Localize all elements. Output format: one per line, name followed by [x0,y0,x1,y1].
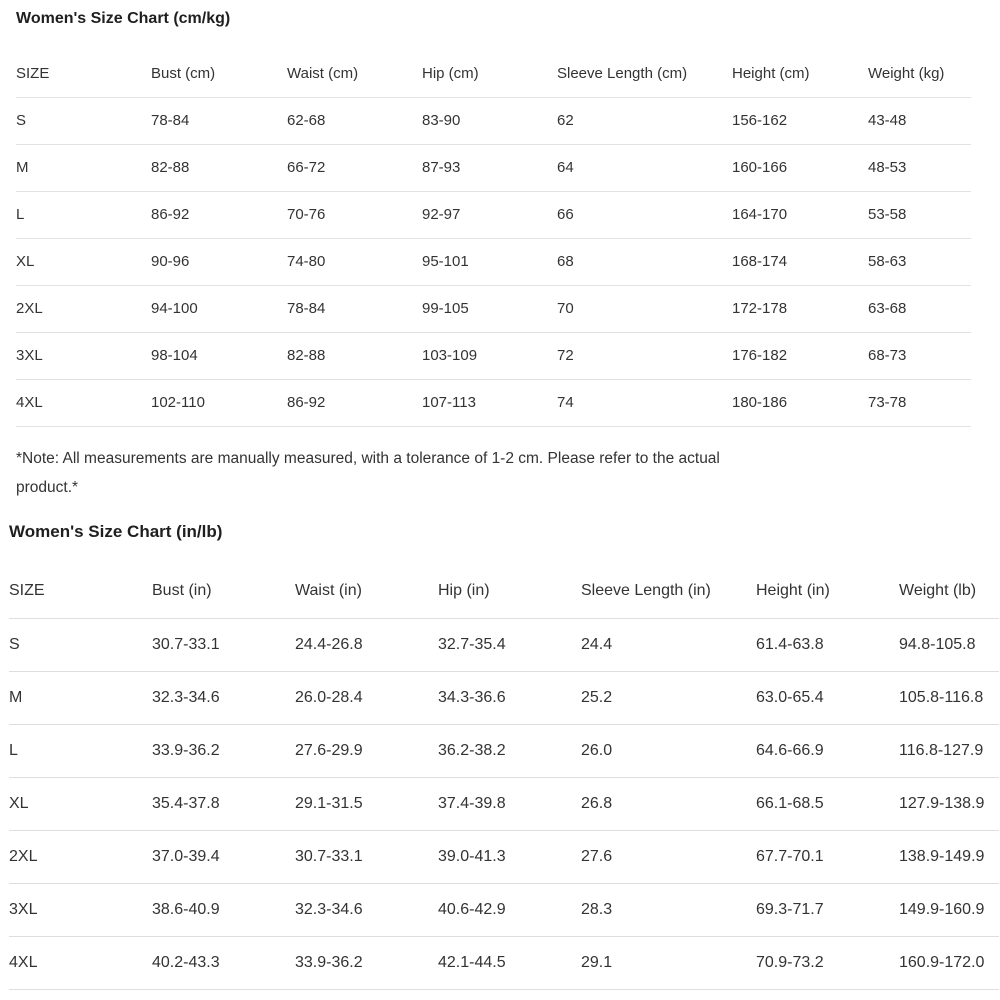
table-cell: 160.9-172.0 [899,936,999,989]
table-cell: 63-68 [868,285,971,332]
table-cell: 78-84 [151,97,287,144]
table-cell: 180-186 [732,379,868,426]
column-header-weight: Weight (lb) [899,565,999,618]
table-cell: 69.3-71.7 [756,883,899,936]
table-row [9,671,999,724]
table-cell: 127.9-138.9 [899,777,999,830]
table-row [9,883,999,936]
table-row [16,144,971,191]
table-cell: 73-78 [868,379,971,426]
table-cell: 32.3-34.6 [152,671,295,724]
table-cell: L [9,724,152,777]
table-cell: XL [9,777,152,830]
table-cell: 3XL [9,883,152,936]
size-chart-cm-title: Women's Size Chart (cm/kg) [16,10,231,27]
table-cell: 2XL [9,830,152,883]
table-cell: 99-105 [422,285,557,332]
table-cell: 32.7-35.4 [438,618,581,671]
column-header-waist: Waist (cm) [287,50,422,97]
table-cell: 29.1-31.5 [295,777,438,830]
table-cell: 39.0-41.3 [438,830,581,883]
table-row [9,724,999,777]
table-cell: 70 [557,285,732,332]
table-cell: 72 [557,332,732,379]
size-chart-in-table [9,565,999,990]
column-header-height: Height (cm) [732,50,868,97]
table-cell: 98-104 [151,332,287,379]
table-cell: 24.4-26.8 [295,618,438,671]
table-cell: L [16,191,151,238]
table-cell: 26.0-28.4 [295,671,438,724]
table-cell: 36.2-38.2 [438,724,581,777]
table-cell: 40.6-42.9 [438,883,581,936]
table-cell: 74-80 [287,238,422,285]
table-cell: 103-109 [422,332,557,379]
table-cell: 92-97 [422,191,557,238]
table-cell: 116.8-127.9 [899,724,999,777]
table-cell: 40.2-43.3 [152,936,295,989]
table-row [9,777,999,830]
column-header-bust: Bust (in) [152,565,295,618]
table-cell: 168-174 [732,238,868,285]
table-cell: 4XL [16,379,151,426]
table-row [16,97,971,144]
table-cell: 160-166 [732,144,868,191]
table-cell: 53-58 [868,191,971,238]
table-row [9,830,999,883]
table-cell: 42.1-44.5 [438,936,581,989]
column-header-hip: Hip (cm) [422,50,557,97]
table-cell: 29.1 [581,936,756,989]
table-row [16,238,971,285]
table-cell: 82-88 [287,332,422,379]
table-cell: 67.7-70.1 [756,830,899,883]
table-cell: 83-90 [422,97,557,144]
table-cell: 30.7-33.1 [152,618,295,671]
table-cell: S [16,97,151,144]
table-cell: 68 [557,238,732,285]
column-header-weight: Weight (kg) [868,50,971,97]
table-cell: 32.3-34.6 [295,883,438,936]
table-cell: 66 [557,191,732,238]
table-cell: 25.2 [581,671,756,724]
table-cell: 105.8-116.8 [899,671,999,724]
table-cell: 26.8 [581,777,756,830]
table-cell: 37.0-39.4 [152,830,295,883]
table-cell: 38.6-40.9 [152,883,295,936]
column-header-bust: Bust (cm) [151,50,287,97]
table-row [9,618,999,671]
size-chart-in-title: Women's Size Chart (in/lb) [9,522,223,541]
table-row [9,936,999,989]
table-cell: 86-92 [287,379,422,426]
size-chart-cm-table [16,50,971,427]
table-cell: S [9,618,152,671]
table-cell: 27.6 [581,830,756,883]
table-cell: 64.6-66.9 [756,724,899,777]
table-row [16,285,971,332]
table-header-row [9,565,999,618]
table-cell: 61.4-63.8 [756,618,899,671]
table-cell: 78-84 [287,285,422,332]
table-cell: 24.4 [581,618,756,671]
table-cell: 66-72 [287,144,422,191]
table-cell: 48-53 [868,144,971,191]
table-cell: 63.0-65.4 [756,671,899,724]
column-header-sleeve-length: Sleeve Length (in) [581,565,756,618]
table-cell: 62-68 [287,97,422,144]
table-cell: 70-76 [287,191,422,238]
table-cell: 172-178 [732,285,868,332]
table-cell: 27.6-29.9 [295,724,438,777]
table-row [16,379,971,426]
table-cell: 34.3-36.6 [438,671,581,724]
table-cell: 68-73 [868,332,971,379]
table-cell: 64 [557,144,732,191]
table-row [16,332,971,379]
table-cell: 90-96 [151,238,287,285]
table-cell: 107-113 [422,379,557,426]
table-cell: 43-48 [868,97,971,144]
table-cell: 87-93 [422,144,557,191]
table-cell: 74 [557,379,732,426]
table-cell: 176-182 [732,332,868,379]
column-header-size: SIZE [16,50,151,97]
table-cell: 2XL [16,285,151,332]
table-header-row [16,50,971,97]
table-cell: 28.3 [581,883,756,936]
table-cell: 156-162 [732,97,868,144]
table-cell: M [16,144,151,191]
table-cell: 102-110 [151,379,287,426]
table-cell: 138.9-149.9 [899,830,999,883]
table-cell: 86-92 [151,191,287,238]
table-cell: 164-170 [732,191,868,238]
column-header-waist: Waist (in) [295,565,438,618]
table-cell: 82-88 [151,144,287,191]
table-cell: XL [16,238,151,285]
table-cell: 4XL [9,936,152,989]
measurement-note: *Note: All measurements are manually measured, with a tolerance of 1-2 cm. Please refer to the actual product.* [16,450,720,496]
table-cell: 3XL [16,332,151,379]
table-cell: 58-63 [868,238,971,285]
table-cell: 35.4-37.8 [152,777,295,830]
table-cell: 26.0 [581,724,756,777]
column-header-sleeve-length: Sleeve Length (cm) [557,50,732,97]
table-cell: 62 [557,97,732,144]
table-cell: 37.4-39.8 [438,777,581,830]
table-cell: 94.8-105.8 [899,618,999,671]
column-header-hip: Hip (in) [438,565,581,618]
table-row [16,191,971,238]
table-cell: 30.7-33.1 [295,830,438,883]
table-cell: 33.9-36.2 [152,724,295,777]
table-cell: 95-101 [422,238,557,285]
table-cell: 94-100 [151,285,287,332]
column-header-size: SIZE [9,565,152,618]
table-cell: 70.9-73.2 [756,936,899,989]
table-cell: 149.9-160.9 [899,883,999,936]
table-cell: 66.1-68.5 [756,777,899,830]
table-cell: 33.9-36.2 [295,936,438,989]
table-cell: M [9,671,152,724]
column-header-height: Height (in) [756,565,899,618]
